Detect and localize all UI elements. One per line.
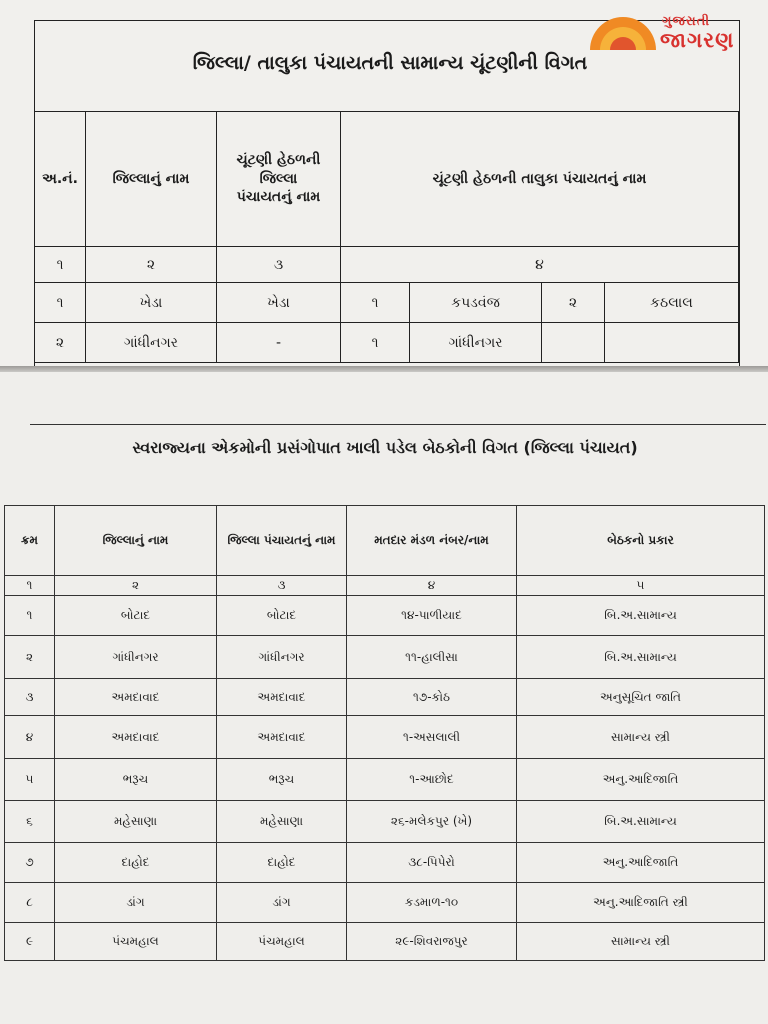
table-row: ૨ ગાંધીનગર - ૧ ગાંધીનગર: [35, 323, 739, 363]
header-serial: અ.નં.: [35, 112, 86, 247]
vacant-seats-table: [4, 505, 765, 961]
table-row: ૯ પંચમહાલ પંચમહાલ ૨૯-શિવરાજપુર સામાન્ય સ્ત્રી: [5, 923, 765, 961]
header-seat-type: બેઠકનો પ્રકાર: [517, 506, 765, 576]
lower-document-sheet: [0, 372, 768, 1024]
header-district-panchayat: ચૂંટણી હેઠળની જિલ્લા પંચાયતનું નામ: [217, 112, 341, 247]
table-row: ૧ બોટાદ બોટાદ ૧૪-પાળીયાદ બિ.અ.સામાન્ય: [5, 596, 765, 636]
logo-text-line2: જાગરણ: [660, 28, 735, 52]
table-row: ૧ ખેડા ખેડા ૧ કપડવંજ ૨ કઠલાલ: [35, 283, 739, 323]
header-taluka-panchayat: ચૂંટણી હેઠળની તાલુકા પંચાયતનું નામ: [341, 112, 739, 247]
table-row: ૭ દાહોદ દાહોદ ૩૮-પિપેરો અનુ.આદિજાતિ: [5, 843, 765, 883]
header-serial: ક્રમ: [5, 506, 55, 576]
table2-title: સ્વરાજ્યના એકમોની પ્રસંગોપાત ખાલી પડેલ બેઠકોની વિગત (જિલ્લા પંચાયત): [132, 438, 638, 457]
header-constituency: મતદાર મંડળ નંબર/નામ: [347, 506, 517, 576]
table-row: ૨ ગાંધીનગર ગાંધીનગર ૧૧-હાલીસા બિ.અ.સામાન્ય: [5, 636, 765, 679]
header-district-panchayat: જિલ્લા પંચાયતનું નામ: [217, 506, 347, 576]
table2-numbering-row: ૧ ૨ ૩ ૪ ૫: [5, 576, 765, 596]
table-row: ૫ ભરૂચ ભરૂચ ૧-આછોદ અનુ.આદિજાતિ: [5, 759, 765, 801]
election-details-table: [34, 111, 739, 363]
upper-document-sheet: [0, 0, 768, 368]
gujarati-jagran-logo: [588, 12, 764, 52]
table1-header-row: [35, 112, 739, 247]
header-district: જિલ્લાનું નામ: [55, 506, 217, 576]
table-row: ૩ અમદાવાદ અમદાવાદ ૧૭-કોઠ અનુસૂચિત જાતિ: [5, 679, 765, 716]
table2-header-row: [5, 506, 765, 576]
table-row: ૮ ડાંગ ડાંગ કડમાળ-૧૦ અનુ.આદિજાતિ સ્ત્રી: [5, 883, 765, 923]
table1-numbering-row: ૧ ૨ ૩ ૪: [35, 247, 739, 283]
table2-top-border: [30, 424, 766, 425]
sun-logo-icon: [588, 16, 658, 50]
table1-title: જિલ્લા/ તાલુકા પંચાયતની સામાન્ય ચૂંટણીની વિગત: [192, 52, 588, 74]
table-row: ૪ અમદાવાદ અમદાવાદ ૧-અસલાલી સામાન્ય સ્ત્રી: [5, 716, 765, 759]
header-district: જિલ્લાનું નામ: [86, 112, 217, 247]
logo-text-line1: ગુજરાતી: [662, 14, 711, 29]
table-row: ૬ મહેસાણા મહેસાણા ૨૬-મલેકપુર (ખે) બિ.અ.સામાન્ય: [5, 801, 765, 843]
